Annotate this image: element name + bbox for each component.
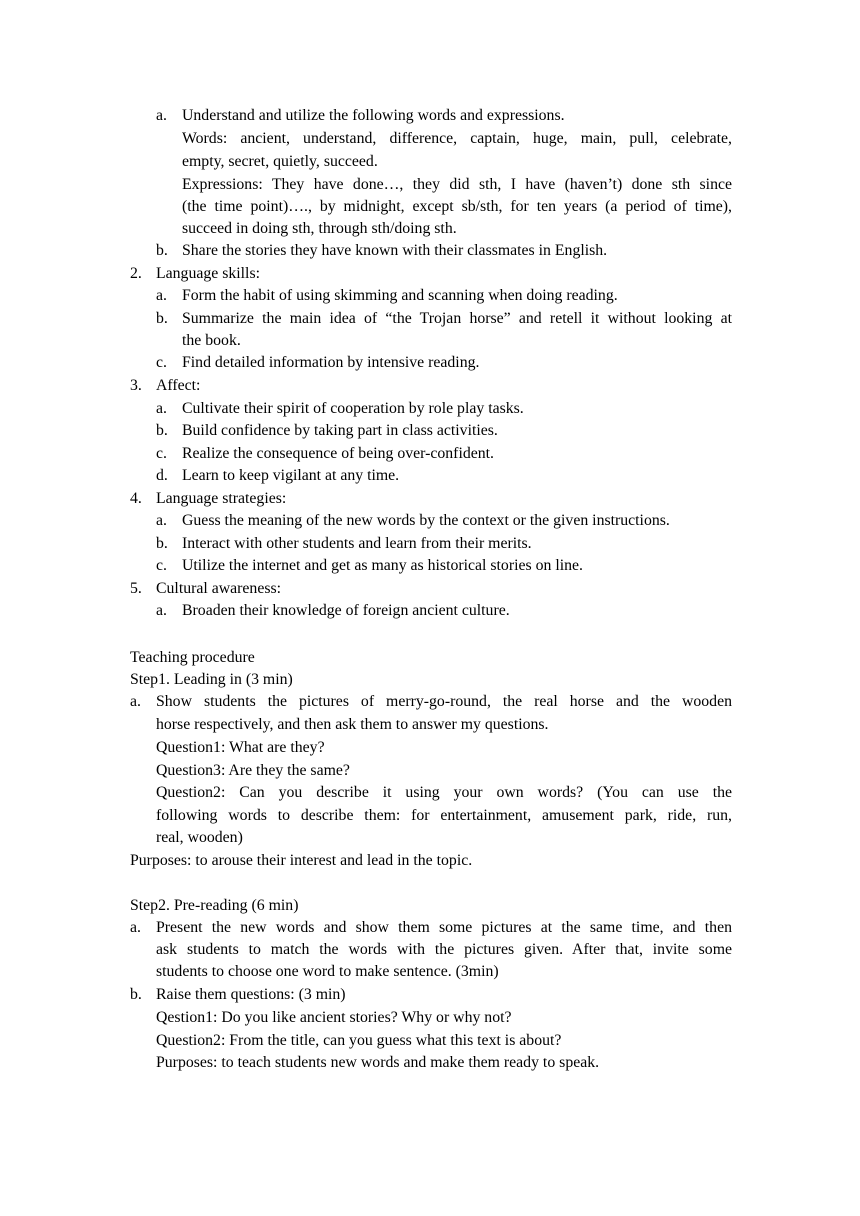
step1-a-line-2: horse respectively, and then ask them to answer my questions. xyxy=(156,716,549,733)
list-item-text: Learn to keep vigilant at any time. xyxy=(182,467,400,484)
list-marker: b. xyxy=(156,310,168,327)
list-item-text: Find detailed information by intensive reading. xyxy=(182,354,480,371)
question-1: Question1: What are they? xyxy=(156,739,325,756)
list-item-text: Build confidence by taking part in class activities. xyxy=(182,422,498,439)
section-number: 5. xyxy=(130,580,142,597)
step-title: Step1. Leading in (3 min) xyxy=(130,671,293,688)
list-item-text: Share the stories they have known with their classmates in English. xyxy=(182,242,608,259)
question-2: Question2: From the title, can you guess what this text is about? xyxy=(156,1032,562,1049)
section-number: 2. xyxy=(130,265,142,282)
question-2-line-2: following words to describe them: for entertainment, amusement park, ride, run, xyxy=(156,807,732,824)
words-line-1: Words: ancient, understand, difference, captain, huge, main, pull, celebrate, xyxy=(182,130,732,147)
step2-a-line-1: Present the new words and show them some pictures at the same time, and then xyxy=(156,919,732,936)
expressions-line-3: succeed in doing sth, through sth/doing sth. xyxy=(182,220,457,237)
list-marker: a. xyxy=(130,693,141,710)
list-marker: a. xyxy=(130,919,141,936)
list-marker: c. xyxy=(156,445,167,462)
section-title: Cultural awareness: xyxy=(156,580,282,597)
list-marker: a. xyxy=(156,287,167,304)
list-marker: b. xyxy=(156,422,168,439)
list-marker: d. xyxy=(156,467,168,484)
list-marker: b. xyxy=(130,986,142,1003)
section-number: 3. xyxy=(130,377,142,394)
expressions-line-1: Expressions: They have done…, they did sth, I have (haven’t) done sth since xyxy=(182,176,732,193)
step2-b-text: Raise them questions: (3 min) xyxy=(156,986,346,1003)
list-marker: a. xyxy=(156,400,167,417)
list-marker: a. xyxy=(156,107,167,124)
procedure-heading: Teaching procedure xyxy=(130,649,255,666)
purposes: Purposes: to arouse their interest and lead in the topic. xyxy=(130,852,473,869)
section-number: 4. xyxy=(130,490,142,507)
question-1: Qestion1: Do you like ancient stories? Why or why not? xyxy=(156,1009,512,1026)
step1-a-line-1: Show students the pictures of merry-go-round, the real horse and the wooden xyxy=(156,693,732,710)
expressions-line-2: (the time point)…., by midnight, except sb/sth, for ten years (a period of time), xyxy=(182,198,732,215)
step2-a-line-3: students to choose one word to make sentence. (3min) xyxy=(156,963,499,980)
list-marker: b. xyxy=(156,242,168,259)
step2-a-line-2: ask students to match the words with the pictures given. After that, invite some xyxy=(156,941,732,958)
question-2-line-1: Question2: Can you describe it using your own words? (You can use the xyxy=(156,784,732,801)
step-title: Step2. Pre-reading (6 min) xyxy=(130,897,299,914)
list-item-text: Broaden their knowledge of foreign ancient culture. xyxy=(182,602,510,619)
words-line-2: empty, secret, quietly, succeed. xyxy=(182,153,378,170)
list-marker: c. xyxy=(156,354,167,371)
list-marker: b. xyxy=(156,535,168,552)
section-title: Affect: xyxy=(156,377,201,394)
section-title: Language skills: xyxy=(156,265,260,282)
list-item-text: Guess the meaning of the new words by the context or the given instructions. xyxy=(182,512,670,529)
list-item-text: Utilize the internet and get as many as historical stories on line. xyxy=(182,557,583,574)
list-item-text: Interact with other students and learn from their merits. xyxy=(182,535,532,552)
list-item-text: Summarize the main idea of “the Trojan horse” and retell it without looking at xyxy=(182,310,732,327)
list-marker: c. xyxy=(156,557,167,574)
list-item-text: Form the habit of using skimming and scanning when doing reading. xyxy=(182,287,618,304)
list-item-text: Realize the consequence of being over-confident. xyxy=(182,445,494,462)
list-item-text-cont: the book. xyxy=(182,332,241,349)
list-item-text: Cultivate their spirit of cooperation by role play tasks. xyxy=(182,400,524,417)
question-2-line-3: real, wooden) xyxy=(156,829,243,846)
list-marker: a. xyxy=(156,512,167,529)
section-title: Language strategies: xyxy=(156,490,287,507)
list-item-text: Understand and utilize the following words and expressions. xyxy=(182,107,565,124)
list-marker: a. xyxy=(156,602,167,619)
question-3: Question3: Are they the same? xyxy=(156,762,350,779)
purposes: Purposes: to teach students new words and make them ready to speak. xyxy=(156,1054,600,1071)
